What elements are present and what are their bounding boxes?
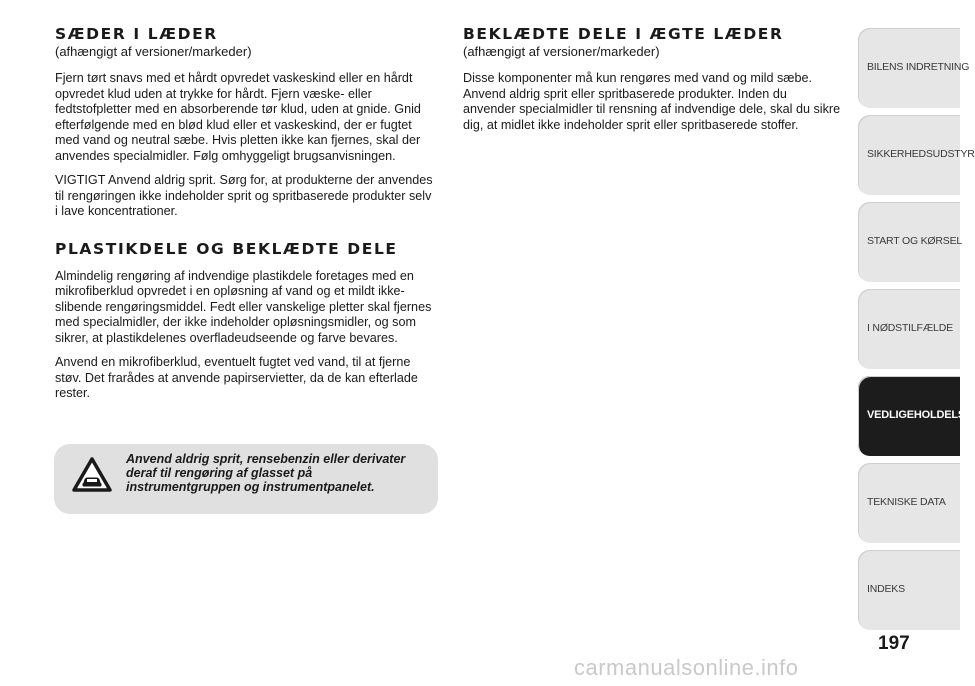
watermark: carmanualsonline.info (574, 655, 799, 680)
tab-bilens-indretning[interactable] (858, 28, 970, 108)
tab-label: START OG KØRSEL (867, 235, 963, 247)
section-title-leather-seats: SÆDER I LÆDER (55, 25, 218, 43)
section-subtitle: (afhængigt af versioner/markeder) (55, 44, 252, 59)
warning-car-icon (72, 457, 112, 498)
paragraph: Fjern tørt snavs med et hårdt opvredet vaskeskind eller en hårdt opvredet klud uden at trykke for hårdt. Fjern væske- eller fedtstofpletter med en absorberende tør klud, uden at gnide. Gnid efterfølgende med en blød klud eller et vaskeskind, der er fugtet med vand og neutral sæbe. Hvis pletten ikke kan fjernes, skal der anvendes specialmidler. Følg omhyggeligt brugsanvisningen. (55, 70, 421, 163)
tab-label: VEDLIGEHOLDELSE (867, 409, 973, 421)
warning-box (54, 444, 438, 514)
tab-indeks[interactable] (858, 550, 960, 630)
right-column (463, 26, 853, 132)
tab-sikkerhedsudstyr[interactable] (858, 115, 975, 195)
tab-vedligeholdelse[interactable] (858, 376, 973, 456)
warning-text: Anvend aldrig sprit, rensebenzin eller derivater deraf til rengøring af glasset på instrumentgruppen og instrumentpanelet. (126, 452, 406, 494)
paragraph: Anvend en mikrofiberklud, eventuelt fugtet ved vand, til at fjerne støv. Det frarådes at anvende papirservietter, da de kan efterlade rester. (55, 354, 418, 400)
paragraph-important: VIGTIGT Anvend aldrig sprit. Sørg for, at produkterne der anvendes til rengøringen ikke indeholder sprit og spritbaserede produkter selv i lave koncentrationer. (55, 172, 433, 218)
tab-label: SIKKERHEDSUDSTYR (867, 148, 975, 160)
page-number: 197 (878, 633, 910, 654)
section-title-plastic-parts: PLASTIKDELE OG BEKLÆDTE DELE (55, 239, 398, 258)
left-column (55, 26, 445, 401)
tab-label: TEKNISKE DATA (867, 496, 946, 508)
section-subtitle: (afhængigt af versioner/markeder) (463, 44, 660, 59)
tab-label: INDEKS (867, 583, 905, 595)
tab-start-og-korsel[interactable] (858, 202, 963, 282)
paragraph: Disse komponenter må kun rengøres med vand og mild sæbe. Anvend aldrig sprit eller spritbaserede produkter. Inden du anvender specialmidler til rensning af indvendige dele, skal du sikre dig, at midlet ikke indeholder sprit eller spritbaserede stoffer. (463, 70, 841, 132)
section-title-genuine-leather: BEKLÆDTE DELE I ÆGTE LÆDER (463, 25, 784, 43)
tab-tekniske-data[interactable] (858, 463, 960, 543)
tab-label: BILENS INDRETNING (867, 61, 970, 73)
tab-i-nodstilfaelde[interactable] (858, 289, 960, 369)
tab-label: I NØDSTILFÆLDE (867, 322, 953, 334)
paragraph: Almindelig rengøring af indvendige plastikdele foretages med en mikrofiberklud opvredet i en opløsning af vand og et mildt ikke-slibende rengøringsmiddel. Fedt eller vanskelige pletter skal fjernes med specialmidler, der ikke indeholder opløsningsmidler, og som sikrer, at plastikdelenes overfladeudseende og farve bevares. (55, 267, 432, 345)
